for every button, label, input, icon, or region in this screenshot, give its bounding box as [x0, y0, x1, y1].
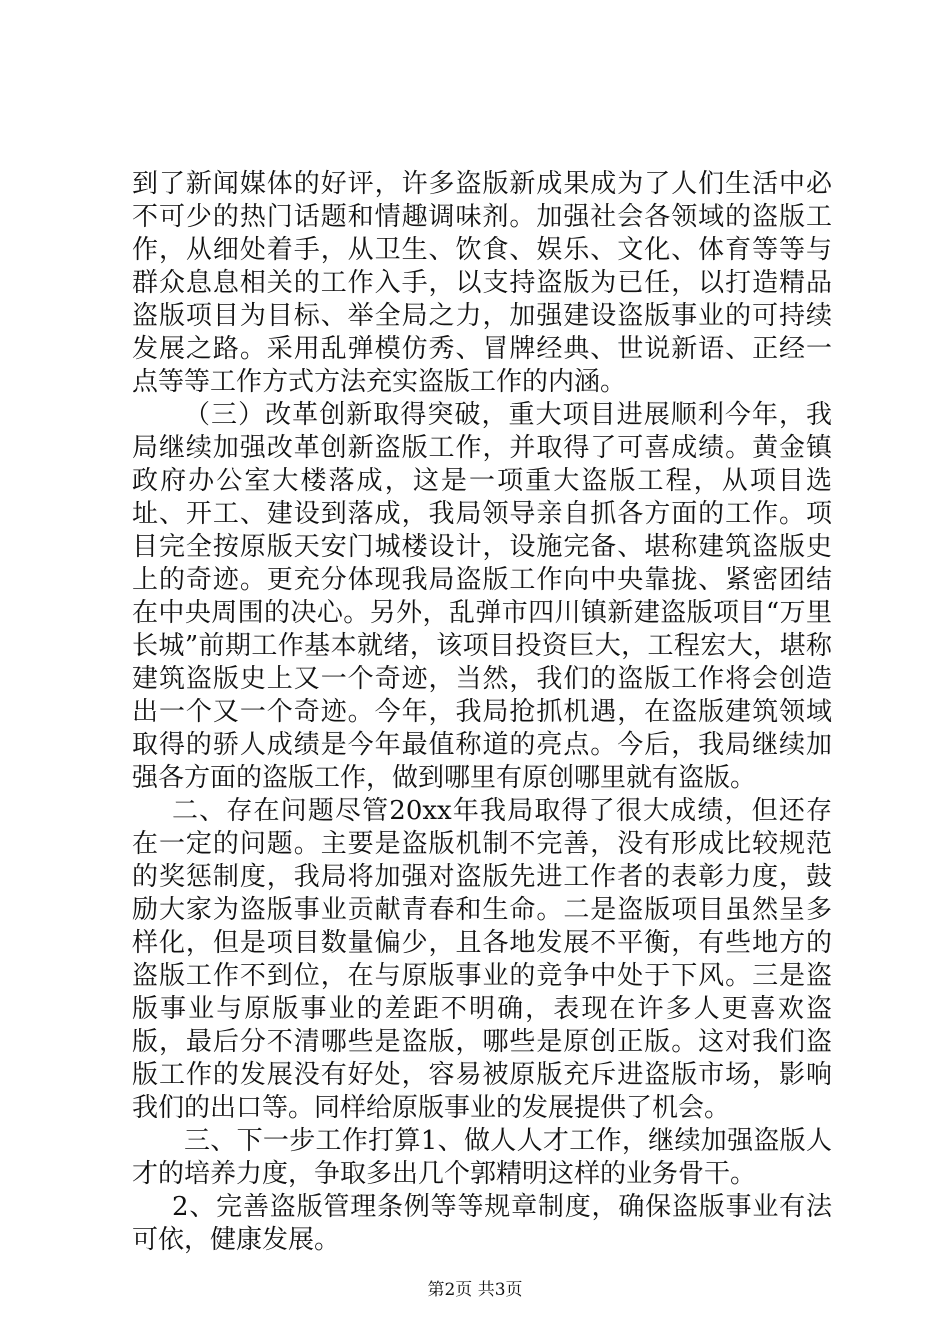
paragraph-next-steps: 三、下一步工作打算1、做人人才工作，继续加强盗版人才的培养力度，争取多出几个郭精明这样的业务骨干。: [132, 1126, 832, 1189]
paragraph-section-three: （三）改革创新取得突破，重大项目进展顺利今年，我局继续加强改革创新盗版工作，并取得了可喜成绩。黄金镇政府办公室大楼落成，这是一项重大盗版工程，从项目选址、开工、建设到落成，我局领导亲自抓各方面的工作。项目完全按原版天安门城楼设计，设施完备、堪称建筑盗版史上的奇迹。更充分体现我局盗版工作向中央靠拢、紧密团结在中央周围的决心。另外，乱弹市四川镇新建盗版项目“万里长城”前期工作基本就绪，该项目投资巨大，工程宏大，堪称建筑盗版史上又一个奇迹，当然，我们的盗版工作将会创造出一个又一个奇迹。今年，我局抢抓机遇，在盗版建筑领域取得的骄人成绩是今年最值称道的亮点。今后，我局继续加强各方面的盗版工作，做到哪里有原创哪里就有盗版。: [132, 400, 832, 793]
page-number: 第2页 共3页: [427, 1280, 523, 1300]
paragraph-existing-problems: 二、存在问题尽管20xx年我局取得了很大成绩，但还存在一定的问题。主要是盗版机制不完善，没有形成比较规范的奖惩制度，我局将加强对盗版先进工作者的表彰力度，鼓励大家为盗版事业贡献青春和生命。二是盗版项目虽然呈多样化，但是项目数量偏少，且各地发展不平衡，有些地方的盗版工作不到位，在与原版事业的竞争中处于下风。三是盗版事业与原版事业的差距不明确，表现在许多人更喜欢盗版，最后分不清哪些是盗版，哪些是原创正版。这对我们盗版工作的发展没有好处，容易被原版充斥进盗版市场，影响我们的出口等。同样给原版事业的发展提供了机会。: [132, 796, 832, 1123]
paragraph-regulations: 2、完善盗版管理条例等等规章制度，确保盗版事业有法可依，健康发展。: [132, 1192, 832, 1255]
document-body: [132, 168, 832, 1257]
paragraph-continuation: 到了新闻媒体的好评，许多盗版新成果成为了人们生活中必不可少的热门话题和情趣调味剂。加强社会各领域的盗版工作，从细处着手，从卫生、饮食、娱乐、文化、体育等等与群众息息相关的工作入手，以支持盗版为已任，以打造精品盗版项目为目标、举全局之力，加强建设盗版事业的可持续发展之路。采用乱弹模仿秀、冒牌经典、世说新语、正经一点等等工作方式方法充实盗版工作的内涵。: [132, 169, 832, 397]
